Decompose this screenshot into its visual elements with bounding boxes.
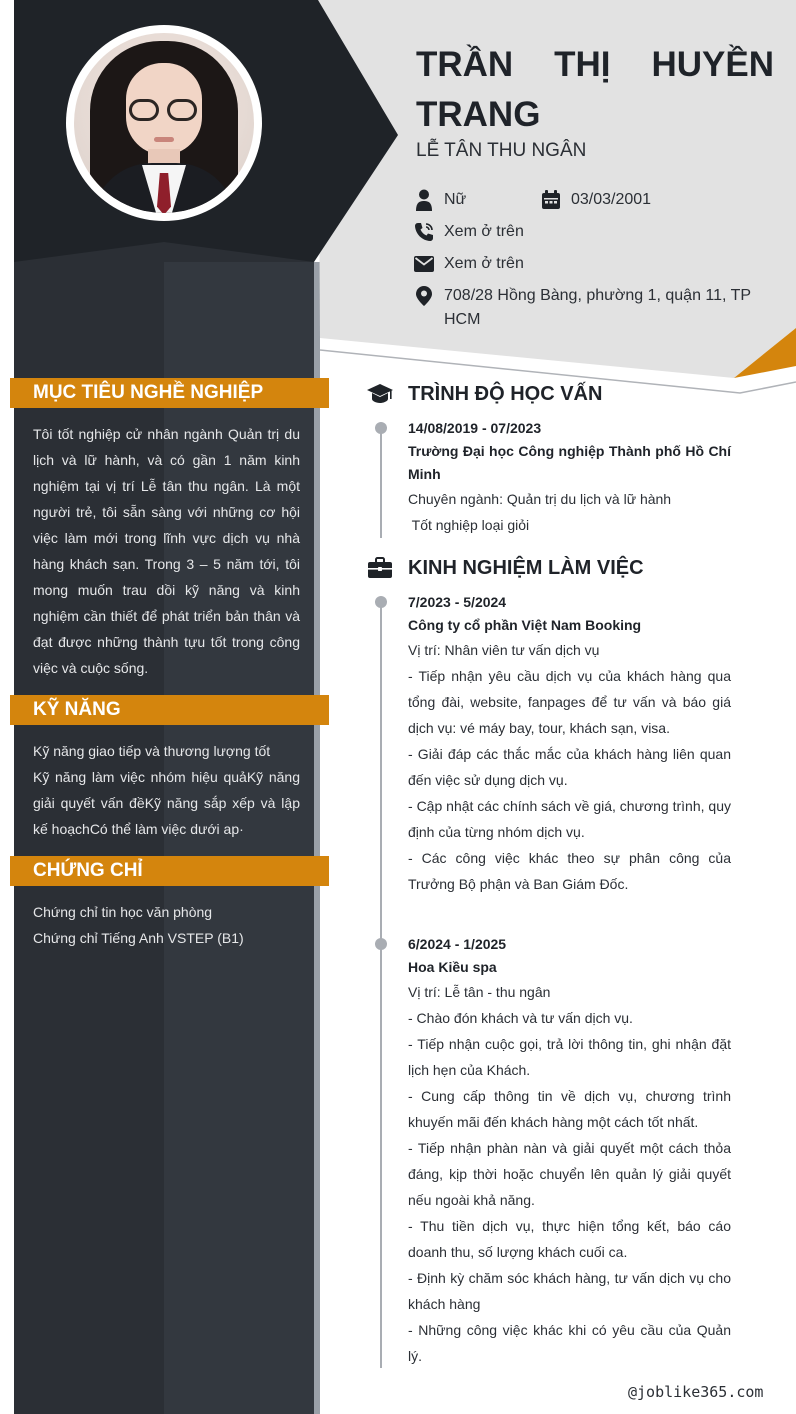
person-icon [414,188,434,212]
education-date: 14/08/2019 - 07/2023 [408,420,542,436]
experience-line: Vị trí: Lễ tân - thu ngân [408,984,551,1000]
skills-list [33,738,300,842]
education-timeline [380,428,382,538]
job-title: LỄ TÂN THU NGÂN [416,140,587,161]
certificate-item: Chứng chỉ tin học văn phòng [33,904,213,920]
envelope-icon [414,252,434,276]
map-pin-icon [414,284,434,308]
avatar-glasses-right [167,99,197,121]
experience-date: 7/2023 - 5/2024 [408,594,507,610]
experience-line: - Những công việc khác khi có yêu cầu của Quản lý. [408,1322,731,1364]
avatar-mouth [154,137,174,142]
calendar-icon [541,188,561,212]
briefcase-icon [367,555,393,581]
skill-item: Kỹ năng giao tiếp và thương lượng tốt [33,743,271,759]
info-gender [414,188,466,212]
info-phone [414,220,524,244]
timeline-dot [375,938,387,950]
education-grade: Tốt nghiệp loại giỏi [408,517,530,533]
experience-line: - Tiếp nhận cuộc gọi, trả lời thông tin, ghi nhận đặt lịch hẹn của Khách. [408,1036,731,1078]
candidate-name: TRẦN THỊ HUYỀN TRANG [416,45,774,134]
info-address [414,284,754,332]
graduation-cap-icon [367,381,393,407]
experience-line: - Định kỳ chăm sóc khách hàng, tư vấn dịch vụ cho khách hàng [408,1270,731,1312]
education-entry [408,416,731,538]
experience-line: - Giải đáp các thắc mắc của khách hàng liên quan đến việc sử dụng dịch vụ. [408,746,731,788]
avatar [74,33,254,213]
experience-line: Vị trí: Nhân viên tư vấn dịch vụ [408,642,600,658]
experience-company: Công ty cổ phần Việt Nam Booking [408,617,642,633]
experience-timeline [380,602,382,1368]
left-column-edge [314,262,320,1414]
certificate-item: Chứng chỉ Tiếng Anh VSTEP (B1) [33,930,244,946]
phone-icon [414,220,434,244]
skills-heading: KỸ NĂNG [10,695,329,725]
info-email [414,252,524,276]
experience-line: - Cập nhật các chính sách về giá, chương trình, quy định của từng nhóm dịch vụ. [408,798,731,840]
experience-line: - Cung cấp thông tin về dịch vụ, chương trình khuyến mãi đến khách hàng một cách tốt nhất. [408,1088,731,1130]
experience-line: - Chào đón khách và tư vấn dịch vụ. [408,1010,633,1026]
experience-line: - Thu tiền dịch vụ, thực hiện tổng kết, báo cáo doanh thu, số lượng khách cuối ca. [408,1218,731,1260]
avatar-glasses-left [129,99,159,121]
experience-company: Hoa Kiều spa [408,959,497,975]
gender-value: Nữ [444,191,467,208]
profile-photo [66,25,262,221]
experience-heading: KINH NGHIỆM LÀM VIỆC [408,557,644,579]
skill-item: Kỹ năng làm việc nhóm hiệu quảKỹ năng giải quyết vấn đềKỹ năng sắp xếp và lập kế hoạchCó thể làm việc dưới ap· [33,769,300,837]
experience-entry [408,932,731,1369]
experience-line: - Các công việc khác theo sự phân công của Trưởng Bộ phận và Ban Giám Đốc. [408,850,731,892]
phone-value: Xem ở trên [444,223,524,240]
education-school: Trường Đại học Công nghiệp Thành phố Hồ Chí Minh [408,443,731,482]
info-dob [541,188,651,212]
experience-entry [408,590,731,897]
objective-text: Tôi tốt nghiệp cử nhân ngành Quản trị du lịch và lữ hành, và có gần 1 năm kinh nghiệm tại vị trí Lễ tân thu ngân. Là một người trẻ, tôi sẵn sàng với những cơ hội việc làm mới trong lĩnh vực dịch vụ nhà hàng khách sạn. Trong 3 – 5 năm tới, tôi mong muốn trau dồi kỹ năng và kinh nghiệm cần thiết để phát triển bản thân và đạt được những thành tựu tốt trong công việc và cuộc sống. [33,426,300,676]
experience-date: 6/2024 - 1/2025 [408,936,507,952]
education-heading: TRÌNH ĐỘ HỌC VẤN [408,383,603,405]
email-value: Xem ở trên [444,255,524,272]
footer-watermark: @joblike365.com [628,1383,764,1401]
dob-value: 03/03/2001 [571,191,652,208]
certificates-heading: CHỨNG CHỈ [10,856,329,886]
experience-line: - Tiếp nhận yêu cầu dịch vụ của khách hàng qua tổng đài, website, fanpages để tư vấn và báo giá dịch vụ: vé máy bay, tour, khách sạn, visa. [408,668,731,736]
certificates-list [33,899,300,951]
timeline-dot [375,596,387,608]
objective-heading: MỤC TIÊU NGHỀ NGHIỆP [10,378,329,408]
address-value: 708/28 Hồng Bàng, phường 1, quận 11, TP HCM [444,287,751,328]
timeline-dot [375,422,387,434]
education-major: Chuyên ngành: Quản trị du lịch và lữ hành [408,491,672,507]
experience-line: - Tiếp nhận phàn nàn và giải quyết một cách thỏa đáng, kịp thời hoặc chuyển lên quản lý giải quyết nếu ngoài khả năng. [408,1140,731,1208]
